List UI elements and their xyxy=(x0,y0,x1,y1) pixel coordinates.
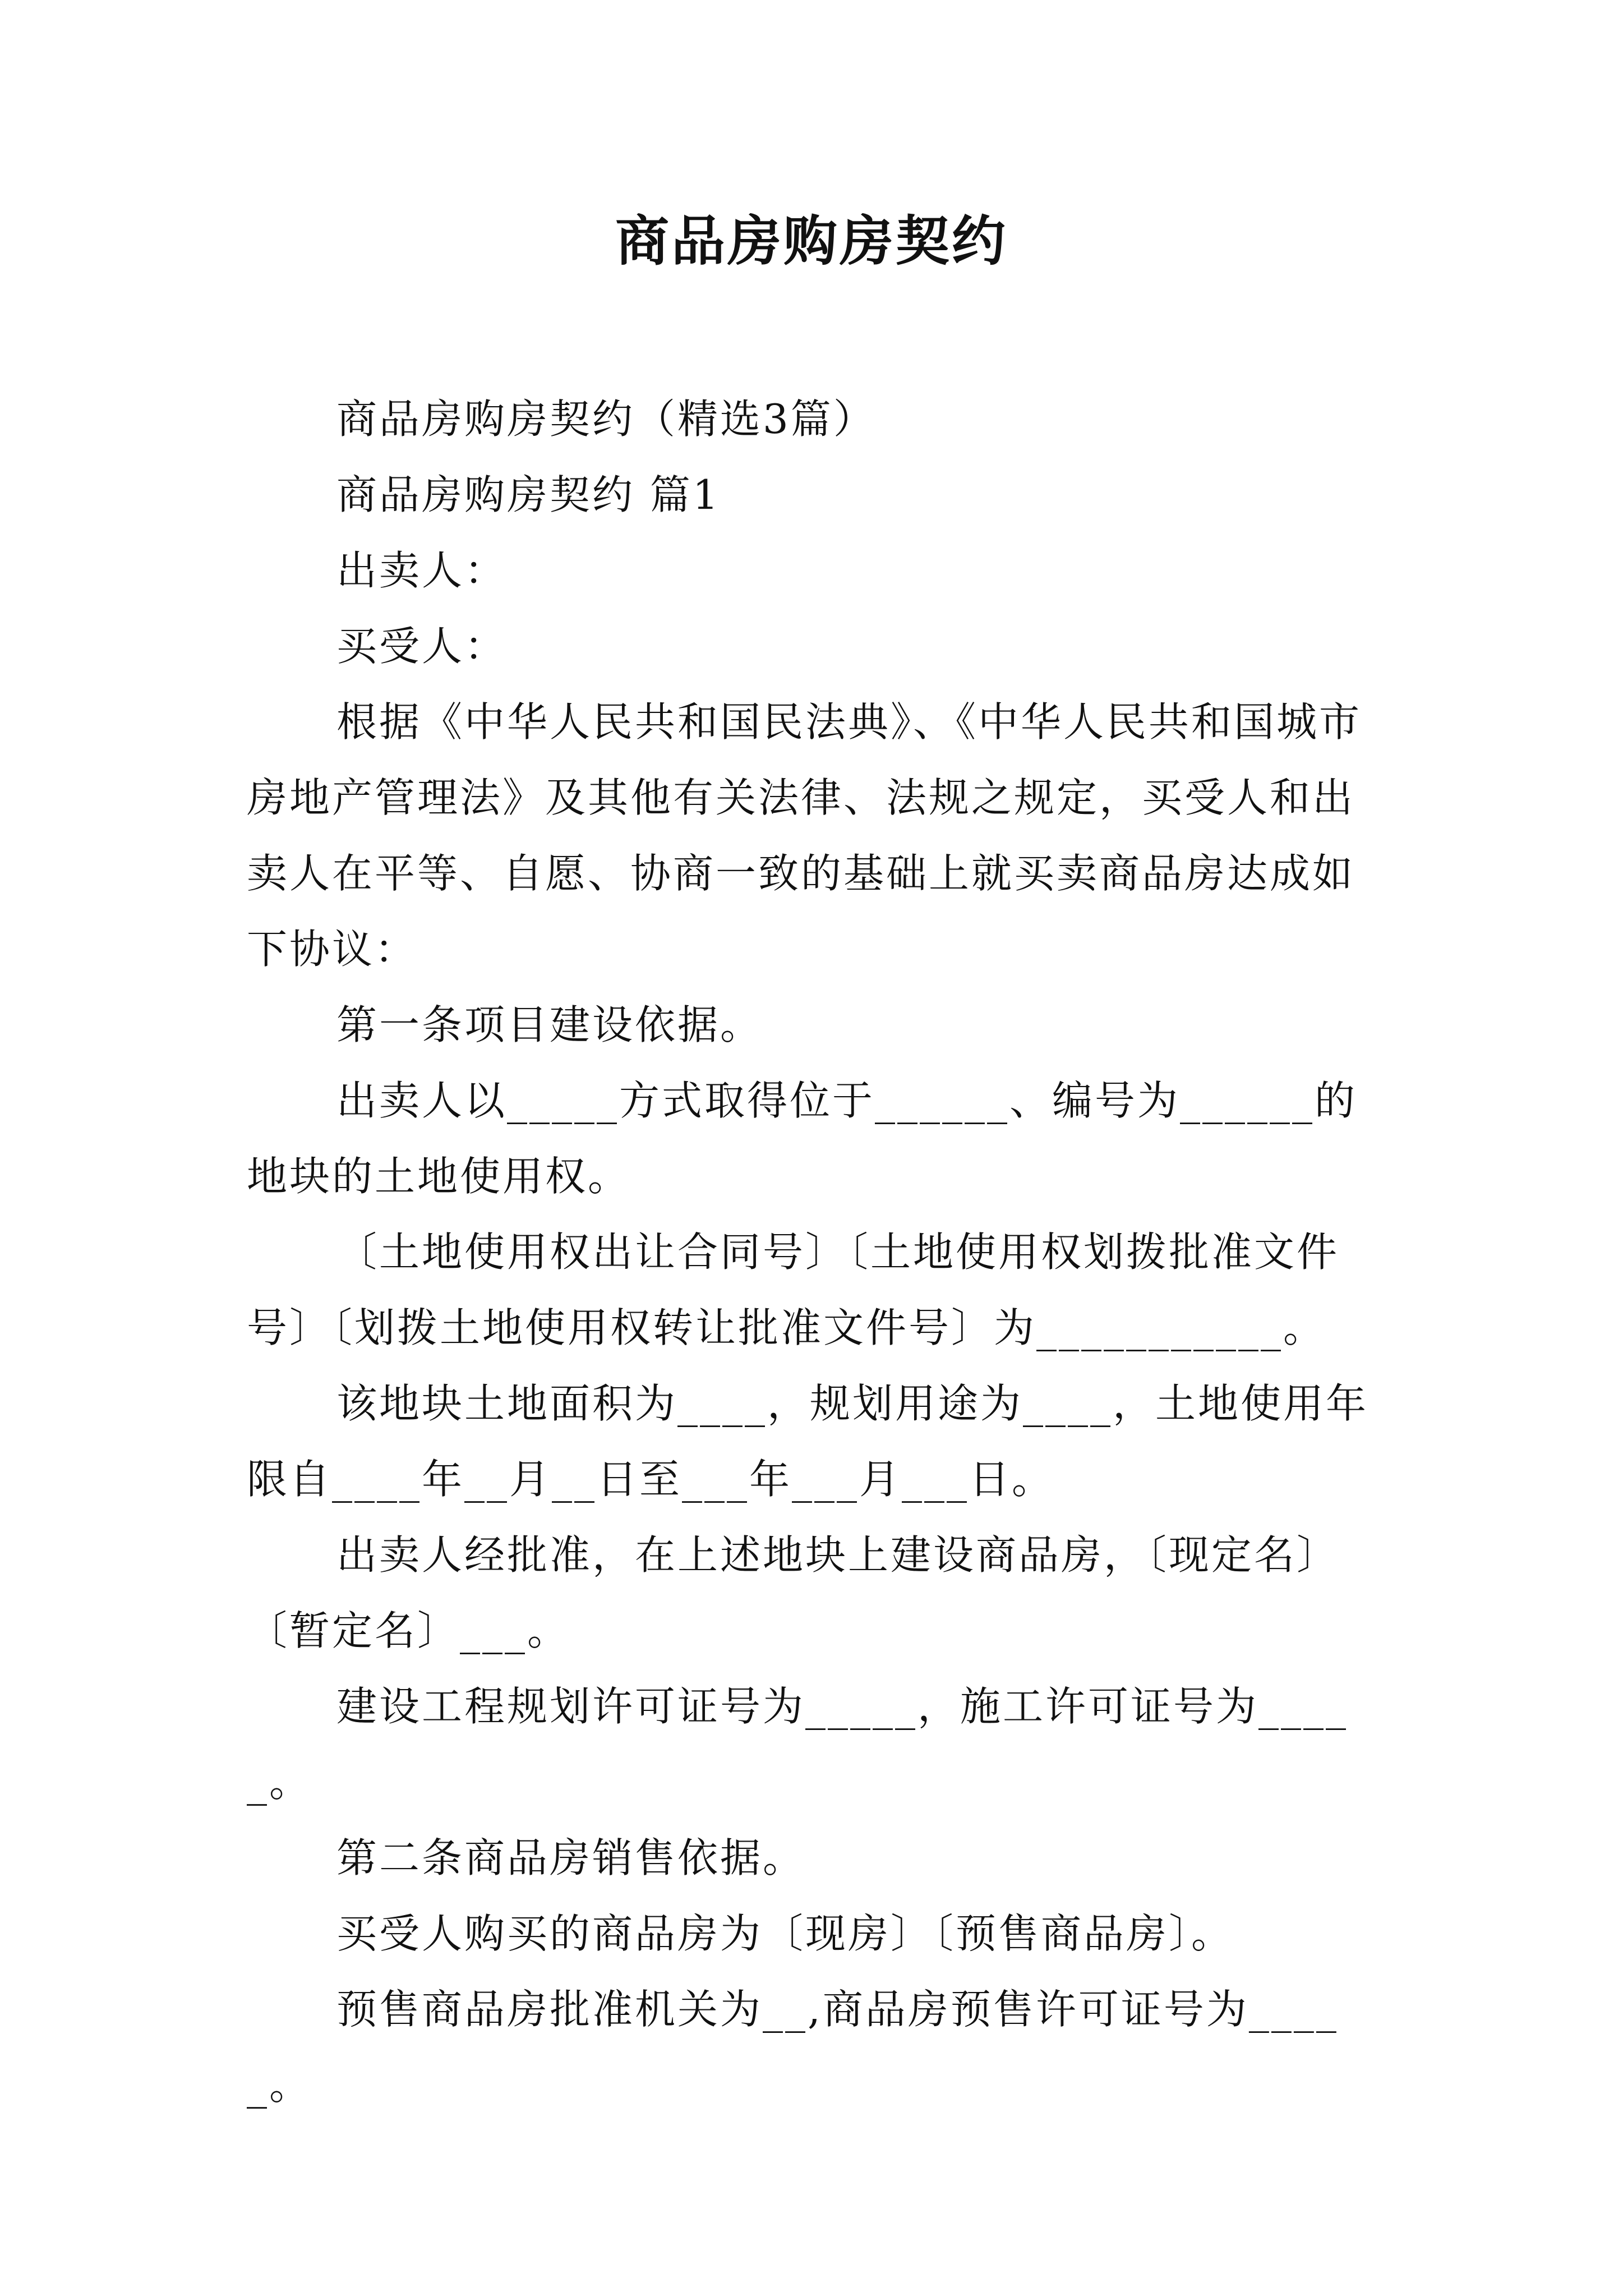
paragraph-building-name: 出卖人经批准，在上述地块上建设商品房，〔现定名〕〔暂定名〕___。 xyxy=(247,1531,1340,1654)
paragraph-section-heading: 商品房购房契约 篇1 xyxy=(336,471,721,518)
paragraph-land-contract-number: 〔土地使用权出让合同号〕〔土地使用权划拨批准文件号〕〔划拨土地使用权转让批准文件号〕为___________。 xyxy=(247,1228,1340,1351)
paragraph-presale-permit: 预售商品房批准机关为__,商品房预售许可证号为_____。 xyxy=(247,1986,1339,2109)
paragraph-land-area: 该地块土地面积为____，规划用途为____，土地使用年限自____年__月__日至___年___月___日。 xyxy=(247,1380,1369,1503)
paragraph-permits: 建设工程规划许可证号为_____，施工许可证号为_____。 xyxy=(247,1683,1349,1806)
paragraph-house-type: 买受人购买的商品房为〔现房〕〔预售商品房〕。 xyxy=(336,1910,1234,1957)
paragraph-preamble: 根据《中华人民共和国民法典》、《中华人民共和国城市房地产管理法》及其他有关法律、法规之规定，买受人和出卖人在平等、自愿、协商一致的基础上就买卖商品房达成如下协议： xyxy=(247,698,1362,973)
paragraph-article-2-heading: 第二条商品房销售依据。 xyxy=(336,1834,806,1881)
paragraph-article-1-heading: 第一条项目建设依据。 xyxy=(336,1001,763,1048)
document-title: 商品房购房契约 xyxy=(615,209,1008,273)
paragraph-seller: 出卖人： xyxy=(336,547,508,594)
paragraph-buyer: 买受人： xyxy=(336,623,508,670)
document-body xyxy=(247,381,1391,2123)
paragraph-land-acquisition: 出卖人以_____方式取得位于______、编号为______的地块的土地使用权。 xyxy=(247,1077,1358,1200)
paragraph-subtitle: 商品房购房契约（精选3篇） xyxy=(336,395,876,443)
